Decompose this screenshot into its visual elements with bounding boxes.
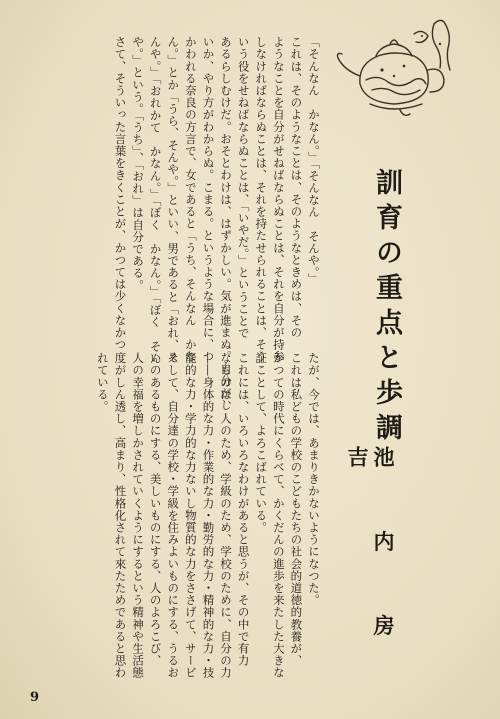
author-name: 池 内 房 吉: [345, 446, 396, 664]
text-line: あるらしむけだ。おそとわけは、はずかしい。気が進まぬ。自分がし: [219, 36, 234, 412]
text-line: んや。」「おれかて かなん。」「ぼく かなん。」「ぼく そん: [148, 36, 163, 365]
text-line: れている。: [95, 352, 110, 413]
teapot-illustration: [330, 14, 460, 124]
text-line: かわれる奈良の方言で、女であると「うち、そんなん かな: [183, 36, 198, 363]
text-line: ようなことを自分がせねばならぬことは、それを自分が持参: [271, 36, 286, 363]
lower-text-block: [93, 352, 322, 682]
text-line: 証ことして、よろこばれている。: [254, 352, 269, 534]
text-line: いのあるものにする、美しいものにする、人のよろこび、: [148, 352, 163, 667]
text-line: これには、いろいろなわけがあると思うが、その中で有力: [236, 352, 251, 667]
text-line: かつての時代にくらべて、かくだんの進歩を来たした大きな: [271, 352, 286, 679]
text-line: ん。」とか「うら、そんや。」といい、男であると「おれ、そ: [166, 36, 181, 364]
text-line: 「そんなん かなん。」「そんなん そんや。」: [307, 36, 321, 285]
text-line: や。」という。「うち」、「おれ」は自分である。: [131, 36, 146, 292]
text-line: 度がしん透し、高まり、性格化されて來たためであると思わ: [113, 352, 128, 679]
text-line: これは、そのようなことは、そのようなときめは、その: [289, 36, 304, 339]
text-line: 能的な力・学力的な力ないし物質的な力をささげて、サービ: [183, 352, 198, 679]
page-number: 9: [30, 690, 40, 705]
article-title: 訓育の重点と歩調: [371, 168, 402, 448]
text-line: たが、今では、あまりきかないようになつた。: [307, 352, 321, 607]
text-line: さて、そういった言葉をきくことが、かつては少くなかつ: [113, 36, 128, 351]
text-line: 人の幸福を増しかされていくようにするという精神や生活態: [131, 352, 146, 679]
text-line: これは私どもの学校のこどもたちの社会的道徳的教養が、: [289, 352, 304, 667]
text-line: なものは、人のため、学級のため、学校のために、自分の力: [219, 352, 234, 679]
text-line: しなければならぬことは、それを持たせられることは、そう: [254, 36, 269, 363]
text-line: いか、やり方がわからぬ。こまる。というような場合に、つ: [201, 36, 216, 363]
text-line: いう役をせねばならぬことは、「いやだ。」ということで: [236, 36, 251, 340]
text-line: ――身体的な力・作業的な力・勤労的な力・精神的な力・技: [201, 352, 216, 679]
text-line: スして、自分達の学校・学級を住みよいものにする、うるお: [166, 352, 181, 679]
